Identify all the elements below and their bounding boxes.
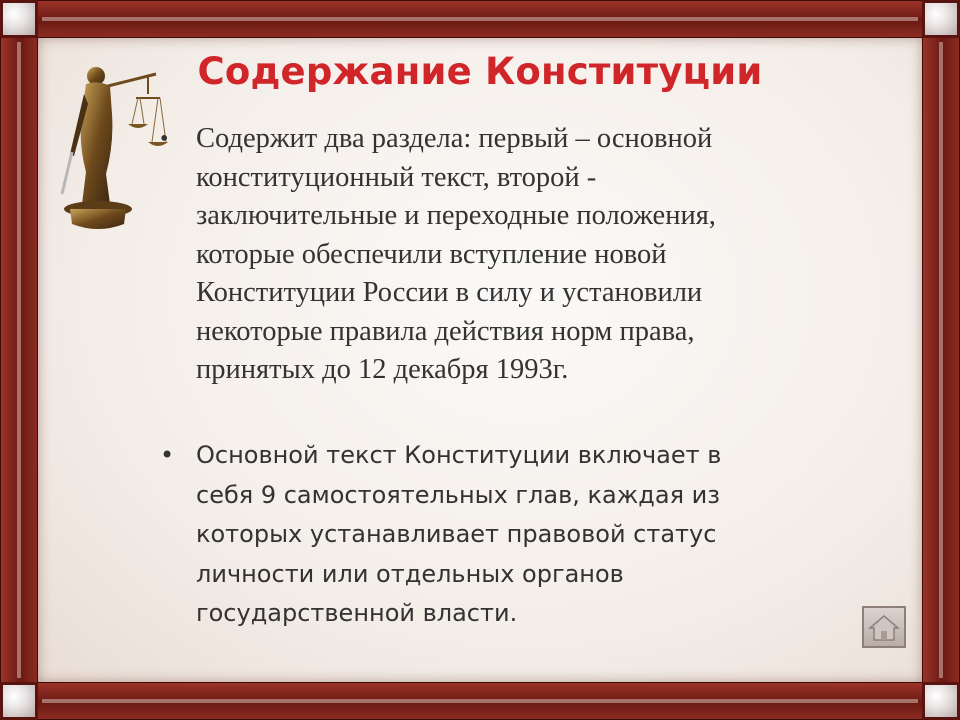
bullet-text-line: Основной текст Конституции включает в — [196, 441, 722, 469]
bullet-text-line: государственной власти. — [196, 599, 518, 627]
bullet-text-line: Содержит два раздела: первый – основной — [196, 123, 713, 154]
home-icon — [864, 608, 904, 646]
bullet-text-line: заключительные и переходные положения, — [196, 200, 716, 231]
bullet-text-line: себя 9 самостоятельных глав, каждая из — [196, 480, 721, 509]
bullet-text-line: которых устанавливает правовой статус — [196, 520, 717, 548]
bullet-text-line: некоторые правила действия норм права, — [196, 315, 695, 347]
bullet-text-line: Конституции России в силу и установили — [196, 277, 703, 308]
frame-left — [0, 36, 38, 684]
frame-corner-top-right — [922, 0, 960, 38]
bullet-marker: • — [160, 126, 169, 152]
slide-content — [38, 38, 922, 682]
frame-top — [36, 0, 924, 38]
bullet-text-line: конституционный текст, второй - — [196, 161, 597, 193]
frame-corner-bottom-left — [0, 682, 38, 720]
bullet-marker: • — [160, 441, 175, 469]
frame-corner-top-left — [0, 0, 38, 38]
bullet-text-line: принятых до 12 декабря 1993г. — [196, 354, 569, 385]
page-title: Содержание Конституции — [197, 50, 763, 93]
bullet-text-line: которые обеспечили вступление новой — [196, 238, 667, 270]
frame-right — [922, 36, 960, 684]
frame-bottom — [36, 682, 924, 720]
bullet-item — [160, 436, 836, 634]
frame-corner-bottom-right — [922, 682, 960, 720]
home-button[interactable] — [862, 606, 906, 648]
bullet-text-line: личности или отдельных органов — [196, 559, 624, 588]
bullet-item — [160, 120, 836, 390]
